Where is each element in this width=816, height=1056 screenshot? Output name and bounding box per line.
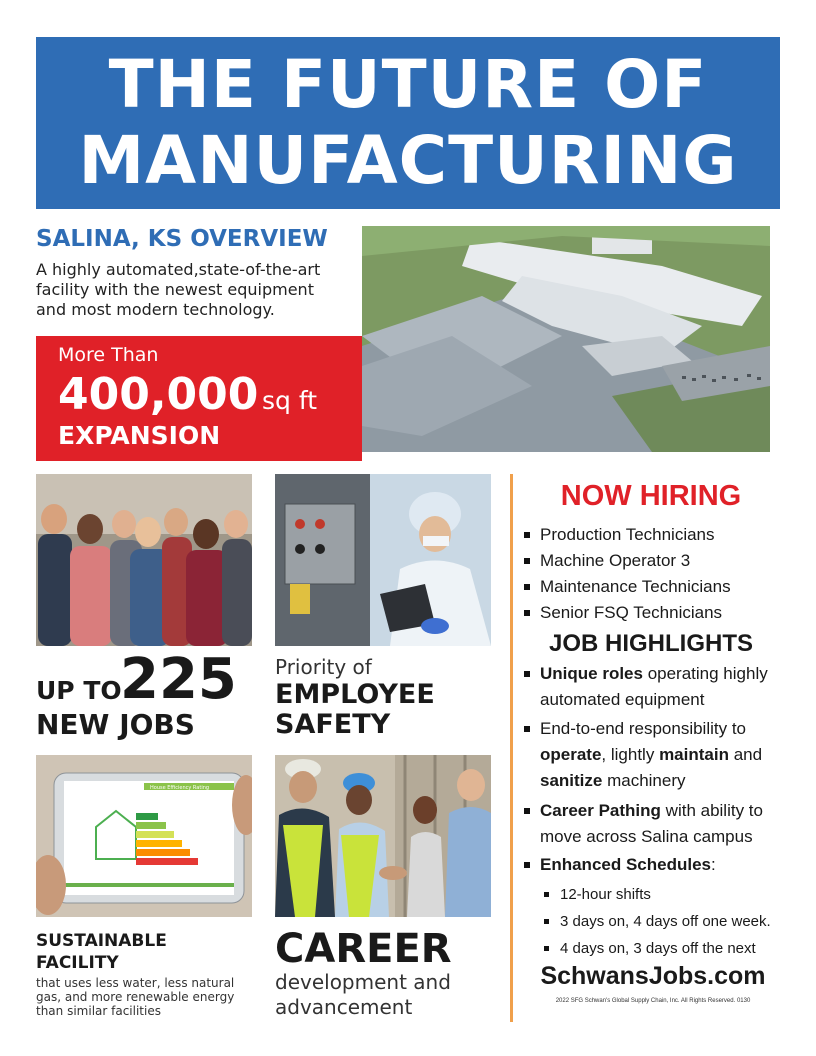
tablet-screen-title: House Efficiency Rating (150, 785, 210, 791)
sustainable-line-1: SUSTAINABLE (36, 931, 167, 951)
facility-aerial-image (362, 226, 770, 452)
schedule-item: 12-hour shifts (540, 881, 771, 908)
expansion-unit: sq ft (262, 386, 318, 415)
highlight-3-text: with ability to move across Salina campus (540, 801, 763, 846)
career-photo (275, 755, 491, 917)
highlight-career-pathing (522, 798, 784, 850)
copyright-notice: 2022 SFG Schwan's Global Supply Chain, Inc. All Rights Reserved. 0130 (555, 998, 751, 1004)
expansion-box (36, 336, 362, 461)
facility-aerial-illustration (362, 226, 770, 452)
sustainable-description: that uses less water, less natural gas, and more renewable energy than similar facilities (36, 976, 235, 1018)
highlight-4-text: : (711, 855, 716, 874)
safety-illustration (275, 474, 491, 646)
column-divider (510, 474, 513, 1022)
expansion-number: 400,000 (58, 369, 259, 420)
highlight-3-bold: Career Pathing (540, 801, 661, 820)
safety-line-1: EMPLOYEE (275, 679, 435, 710)
career-title: CAREER (275, 926, 452, 972)
sustainable-line-2: FACILITY (36, 953, 119, 973)
highlight-2-text-c: , lightly (601, 745, 660, 764)
highlight-enhanced-schedules (522, 852, 784, 878)
expansion-label: EXPANSION (58, 421, 221, 450)
schedule-list (540, 881, 771, 962)
title-line-1: THE FUTURE OF (108, 46, 708, 123)
overview-description: A highly automated,state-of-the-art facility with the newest equipment and most modern technology. (36, 260, 321, 319)
safety-line-2: SAFETY (275, 709, 391, 740)
highlight-2-text-a: End-to-end responsibility to (540, 719, 747, 738)
highlight-2-operate: operate (540, 745, 602, 764)
schedule-item: 3 days on, 4 days off one week. (540, 908, 771, 935)
website-link[interactable]: SchwansJobs.com (540, 962, 766, 990)
role-item: Production Technicians (522, 522, 731, 548)
highlight-responsibility (522, 716, 784, 794)
overview-title: SALINA, KS OVERVIEW (36, 226, 328, 252)
expansion-more-than: More Than (58, 344, 159, 366)
safety-priority: Priority of (275, 655, 372, 679)
role-item: Maintenance Technicians (522, 574, 731, 600)
team-illustration (36, 474, 252, 646)
highlight-2-maintain: maintain (659, 745, 729, 764)
career-illustration (275, 755, 491, 917)
job-highlights-title: JOB HIGHLIGHTS (548, 630, 753, 657)
now-hiring-title: NOW HIRING (560, 480, 742, 512)
highlight-4-bold: Enhanced Schedules (540, 855, 711, 874)
highlight-unique-roles (522, 661, 784, 713)
jobs-number: 225 (120, 647, 237, 712)
highlight-1-text: operating highly automated equipment (540, 664, 768, 709)
highlight-1-bold: Unique roles (540, 664, 643, 683)
career-description: development and advancement (275, 970, 451, 1019)
hiring-roles-list (522, 522, 731, 626)
jobs-label: NEW JOBS (36, 708, 195, 741)
safety-photo (275, 474, 491, 646)
role-item: Senior FSQ Technicians (522, 600, 731, 626)
team-photo (36, 474, 252, 646)
highlight-2-text-g: machinery (602, 771, 686, 790)
highlight-2-sanitize: sanitize (540, 771, 603, 790)
title-line-2: MANUFACTURING (78, 122, 738, 199)
efficiency-tablet-photo (36, 755, 252, 917)
title-banner (36, 37, 780, 209)
schedule-item: 4 days on, 3 days off the next (540, 935, 771, 962)
efficiency-tablet-illustration (36, 755, 252, 917)
highlight-2-text-e: and (728, 745, 763, 764)
jobs-up-to: UP TO (36, 676, 122, 705)
role-item: Machine Operator 3 (522, 548, 731, 574)
